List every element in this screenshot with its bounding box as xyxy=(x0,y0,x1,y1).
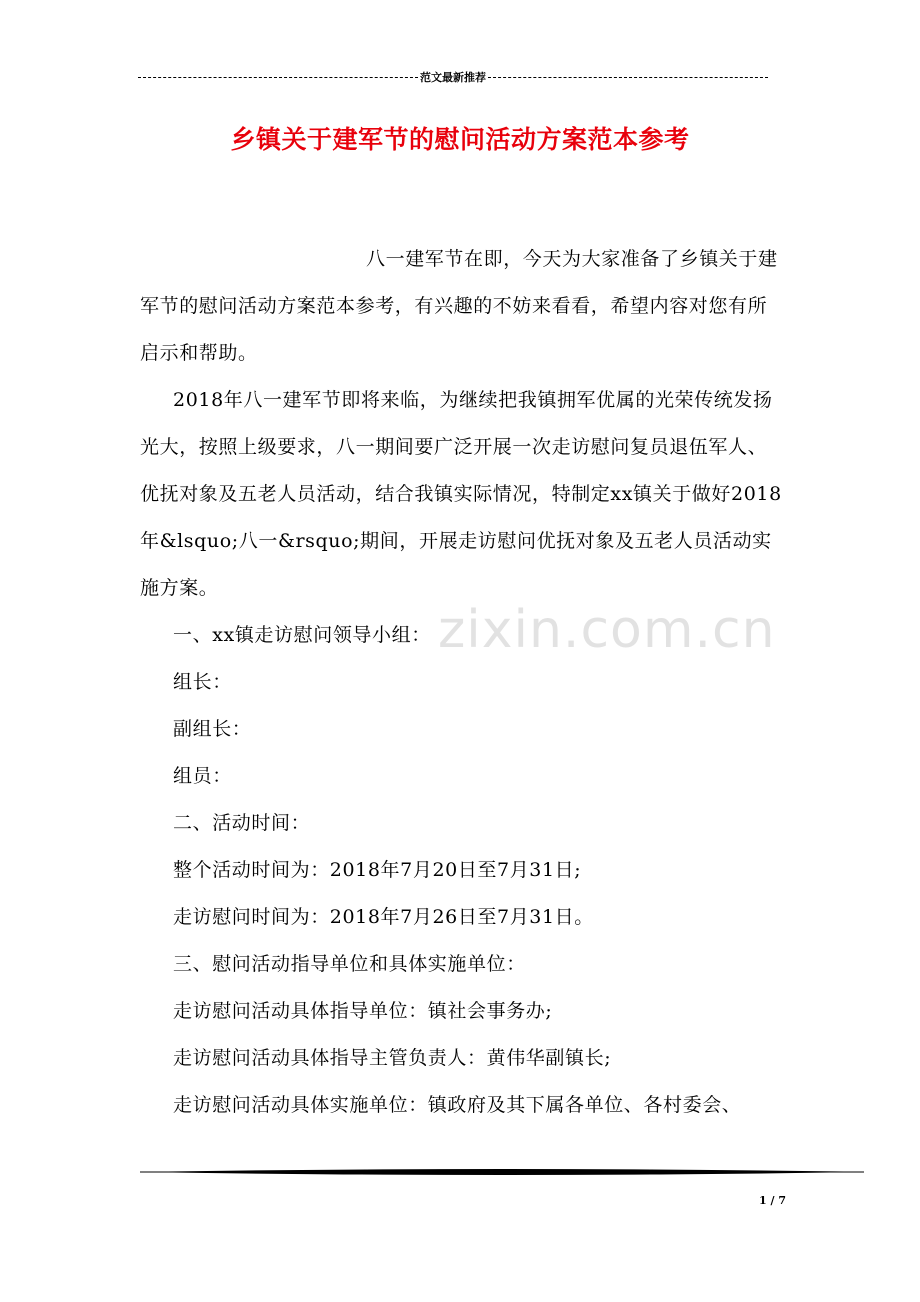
list-item: 走访慰问活动具体指导单位：镇社会事务办; xyxy=(173,1000,553,1022)
list-item: 走访慰问活动具体实施单位：镇政府及其下属各单位、各村委会、 xyxy=(173,1094,742,1116)
header-dash-left xyxy=(138,77,418,78)
header-label: 范文最新推荐 xyxy=(420,71,486,84)
list-item: 走访慰问活动具体指导主管负责人：黄伟华副镇长; xyxy=(173,1047,612,1069)
list-item: 组员： xyxy=(173,765,232,787)
list-item: 走访慰问时间为：2018年7月26日至7月31日。 xyxy=(173,906,594,928)
list-item: 整个活动时间为：2018年7月20日至7月31日; xyxy=(173,859,582,881)
document-title: 乡镇关于建军节的慰问活动方案范本参考 xyxy=(230,125,690,154)
list-item: 副组长： xyxy=(173,718,252,740)
document-body xyxy=(140,236,785,1129)
footer-rule xyxy=(140,1166,864,1178)
page-header xyxy=(138,68,768,86)
page-number: 1 / 7 xyxy=(759,1194,786,1207)
header-dash-right xyxy=(488,77,768,78)
section-heading: 一、xx镇走访慰问领导小组： xyxy=(173,624,431,646)
watermark: zixin.com.cn xyxy=(438,600,776,660)
section-heading: 二、活动时间： xyxy=(173,812,311,834)
paragraph: 2018年八一建军节即将来临，为继续把我镇拥军优属的光荣传统发扬光大，按照上级要求，八一期间要广泛开展一次走访慰问复员退伍军人、优抚对象及五老人员活动，结合我镇实际情况，特制定xx镇关于做好2018年&lsquo;八一&rsquo;期间，开展走访慰问优抚对象及五老人员活动实施方案。 xyxy=(140,389,782,599)
list-item: 组长： xyxy=(173,671,232,693)
paragraph-intro: 八一建军节在即，今天为大家准备了乡镇关于建军节的慰问活动方案范本参考，有兴趣的不妨来看看，希望内容对您有所启示和帮助。 xyxy=(140,248,778,364)
section-heading: 三、慰问活动指导单位和具体实施单位： xyxy=(173,953,526,975)
